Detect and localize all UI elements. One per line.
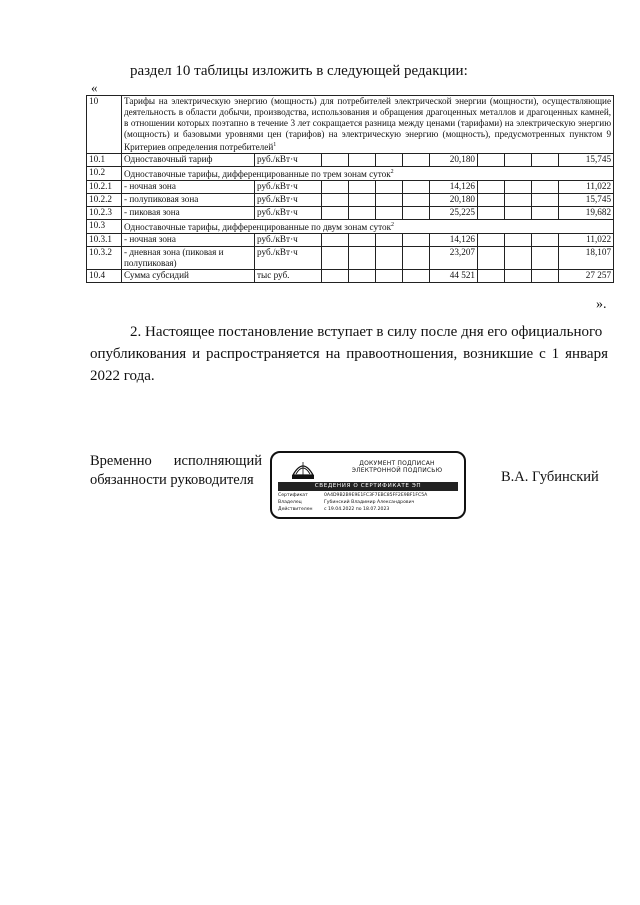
empty-cell bbox=[349, 270, 376, 283]
position-word1: Временно bbox=[90, 453, 152, 469]
empty-cell bbox=[322, 247, 349, 270]
stamp-title-line1: ДОКУМЕНТ ПОДПИСАН bbox=[359, 460, 435, 467]
section-text: Тарифы на электрическую энергию (мощность) для потребителей электрической энергии (мощности), осуществляющие деятельность в области добычи, производства, использования и обращения драгоценных металлов и драгоценных камней, в отношении которых поэтапно в течение 3 лет сокращается разница между ценами (тарифами) на электрическую энергию (мощность) и базовыми уровнями цен (тарифов) на электрическую энергию (мощность), предусмотренных пунктом 9 Критериев определения потребителей bbox=[124, 96, 612, 153]
row-code: 10.3.1 bbox=[87, 234, 122, 247]
table-row bbox=[87, 220, 614, 234]
empty-cell bbox=[505, 181, 532, 194]
stamp-cert-row bbox=[278, 493, 427, 499]
value-first-half: 14,126 bbox=[430, 234, 478, 247]
empty-cell bbox=[532, 194, 559, 207]
empty-cell bbox=[376, 247, 403, 270]
opening-quote: « bbox=[91, 80, 98, 95]
intro-text: раздел 10 таблицы изложить в следующей редакции: bbox=[130, 63, 468, 79]
row-code: 10.2.3 bbox=[87, 207, 122, 220]
paragraph-rest: опубликования и распространяется на правоотношения, возникшие с 1 января 2022 года. bbox=[90, 346, 608, 384]
empty-cell bbox=[532, 270, 559, 283]
empty-cell bbox=[505, 194, 532, 207]
stamp-title-line2: ЭЛЕКТРОННОЙ ПОДПИСЬЮ bbox=[351, 467, 443, 474]
row-name: - полупиковая зона bbox=[122, 194, 255, 207]
empty-cell bbox=[349, 181, 376, 194]
value-second-half: 11,022 bbox=[559, 181, 614, 194]
stamp-valid-value: с 19.04.2022 по 18.07.2023 bbox=[324, 507, 390, 512]
empty-cell bbox=[505, 234, 532, 247]
empty-cell bbox=[322, 194, 349, 207]
empty-cell bbox=[532, 154, 559, 167]
position-word2: исполняющий bbox=[173, 453, 262, 469]
row-unit: руб./кВт·ч bbox=[255, 234, 322, 247]
signatory-name: В.А. Губинский bbox=[501, 469, 599, 485]
empty-cell bbox=[403, 270, 430, 283]
row-code: 10.4 bbox=[87, 270, 122, 283]
empty-cell bbox=[349, 234, 376, 247]
empty-cell bbox=[505, 270, 532, 283]
empty-cell bbox=[403, 247, 430, 270]
row-code: 10 bbox=[87, 96, 122, 154]
subsection-title bbox=[122, 220, 614, 234]
empty-cell bbox=[322, 234, 349, 247]
empty-cell bbox=[532, 234, 559, 247]
empty-cell bbox=[505, 207, 532, 220]
empty-cell bbox=[322, 181, 349, 194]
signatory-position bbox=[90, 452, 262, 490]
subsection-title bbox=[122, 167, 614, 181]
row-name: - ночная зона bbox=[122, 181, 255, 194]
footnote-mark: 2 bbox=[391, 222, 395, 229]
empty-cell bbox=[532, 181, 559, 194]
value-second-half: 15,745 bbox=[559, 154, 614, 167]
stamp-valid-row bbox=[278, 507, 389, 513]
row-unit: руб./кВт·ч bbox=[255, 194, 322, 207]
empty-cell bbox=[349, 194, 376, 207]
row-unit: руб./кВт·ч bbox=[255, 181, 322, 194]
stamp-bar: СВЕДЕНИЯ О СЕРТИФИКАТЕ ЭП bbox=[278, 482, 458, 491]
stamp-owner-label: Владелец bbox=[278, 500, 302, 505]
section-title bbox=[122, 96, 614, 154]
value-first-half: 20,180 bbox=[430, 154, 478, 167]
section-text: Одноставочные тарифы, дифференцированные по трем зонам суток bbox=[124, 169, 391, 180]
coat-of-arms-icon bbox=[290, 459, 316, 481]
empty-cell bbox=[349, 247, 376, 270]
empty-cell bbox=[478, 194, 505, 207]
table-row bbox=[87, 181, 614, 194]
empty-cell bbox=[322, 270, 349, 283]
row-name: - дневная зона (пиковая и полупиковая) bbox=[122, 247, 255, 270]
row-name: - ночная зона bbox=[122, 234, 255, 247]
value-second-half: 18,107 bbox=[559, 247, 614, 270]
empty-cell bbox=[376, 154, 403, 167]
empty-cell bbox=[478, 247, 505, 270]
value-second-half: 15,745 bbox=[559, 194, 614, 207]
electronic-signature-stamp bbox=[270, 451, 466, 519]
value-first-half: 25,225 bbox=[430, 207, 478, 220]
effective-date-paragraph bbox=[90, 321, 608, 387]
row-code: 10.1 bbox=[87, 154, 122, 167]
stamp-valid-label: Действителен bbox=[278, 507, 313, 512]
row-code: 10.3 bbox=[87, 220, 122, 234]
table-row bbox=[87, 247, 614, 270]
row-name: Одноставочный тариф bbox=[122, 154, 255, 167]
row-unit: руб./кВт·ч bbox=[255, 207, 322, 220]
empty-cell bbox=[403, 207, 430, 220]
table-row bbox=[87, 167, 614, 181]
row-code: 10.2.2 bbox=[87, 194, 122, 207]
empty-cell bbox=[376, 234, 403, 247]
closing-quote: ». bbox=[596, 297, 607, 312]
row-unit: тыс руб. bbox=[255, 270, 322, 283]
empty-cell bbox=[376, 181, 403, 194]
empty-cell bbox=[403, 194, 430, 207]
empty-cell bbox=[376, 194, 403, 207]
footnote-mark: 1 bbox=[273, 142, 277, 148]
stamp-owner-value: Губинский Владимир Александрович bbox=[324, 500, 415, 505]
empty-cell bbox=[478, 234, 505, 247]
value-first-half: 14,126 bbox=[430, 181, 478, 194]
value-second-half: 27 257 bbox=[559, 270, 614, 283]
row-unit: руб./кВт·ч bbox=[255, 247, 322, 270]
empty-cell bbox=[532, 247, 559, 270]
row-unit: руб./кВт·ч bbox=[255, 154, 322, 167]
table-row bbox=[87, 207, 614, 220]
row-code: 10.2 bbox=[87, 167, 122, 181]
empty-cell bbox=[505, 247, 532, 270]
empty-cell bbox=[322, 207, 349, 220]
empty-cell bbox=[403, 154, 430, 167]
value-second-half: 11,022 bbox=[559, 234, 614, 247]
empty-cell bbox=[478, 207, 505, 220]
empty-cell bbox=[349, 207, 376, 220]
empty-cell bbox=[322, 154, 349, 167]
table-row bbox=[87, 270, 614, 283]
empty-cell bbox=[478, 181, 505, 194]
stamp-cert-label: Сертификат bbox=[278, 493, 308, 498]
value-first-half: 23,207 bbox=[430, 247, 478, 270]
row-name: Сумма субсидий bbox=[122, 270, 255, 283]
row-code: 10.3.2 bbox=[87, 247, 122, 270]
table-row bbox=[87, 194, 614, 207]
empty-cell bbox=[403, 181, 430, 194]
table-row bbox=[87, 234, 614, 247]
empty-cell bbox=[376, 207, 403, 220]
section-text: Одноставочные тарифы, дифференцированные по двум зонам суток bbox=[124, 222, 392, 233]
value-first-half: 44 521 bbox=[430, 270, 478, 283]
footnote-mark: 2 bbox=[390, 169, 394, 176]
empty-cell bbox=[478, 270, 505, 283]
stamp-owner-row bbox=[278, 500, 414, 506]
tariff-table bbox=[86, 95, 614, 283]
empty-cell bbox=[376, 270, 403, 283]
empty-cell bbox=[403, 234, 430, 247]
value-second-half: 19,682 bbox=[559, 207, 614, 220]
empty-cell bbox=[505, 154, 532, 167]
row-code: 10.2.1 bbox=[87, 181, 122, 194]
empty-cell bbox=[478, 154, 505, 167]
empty-cell bbox=[349, 154, 376, 167]
paragraph-line1: 2. Настоящее постановление вступает в силу после дня его официального bbox=[130, 324, 603, 340]
row-name: - пиковая зона bbox=[122, 207, 255, 220]
value-first-half: 20,180 bbox=[430, 194, 478, 207]
position-line2: обязанности руководителя bbox=[90, 472, 254, 488]
stamp-cert-value: 0A4D9B2B9E9E1FC3F7EBC85FF2E9BF1FC5A bbox=[324, 493, 428, 498]
table-row bbox=[87, 154, 614, 167]
table-row bbox=[87, 96, 614, 154]
empty-cell bbox=[532, 207, 559, 220]
